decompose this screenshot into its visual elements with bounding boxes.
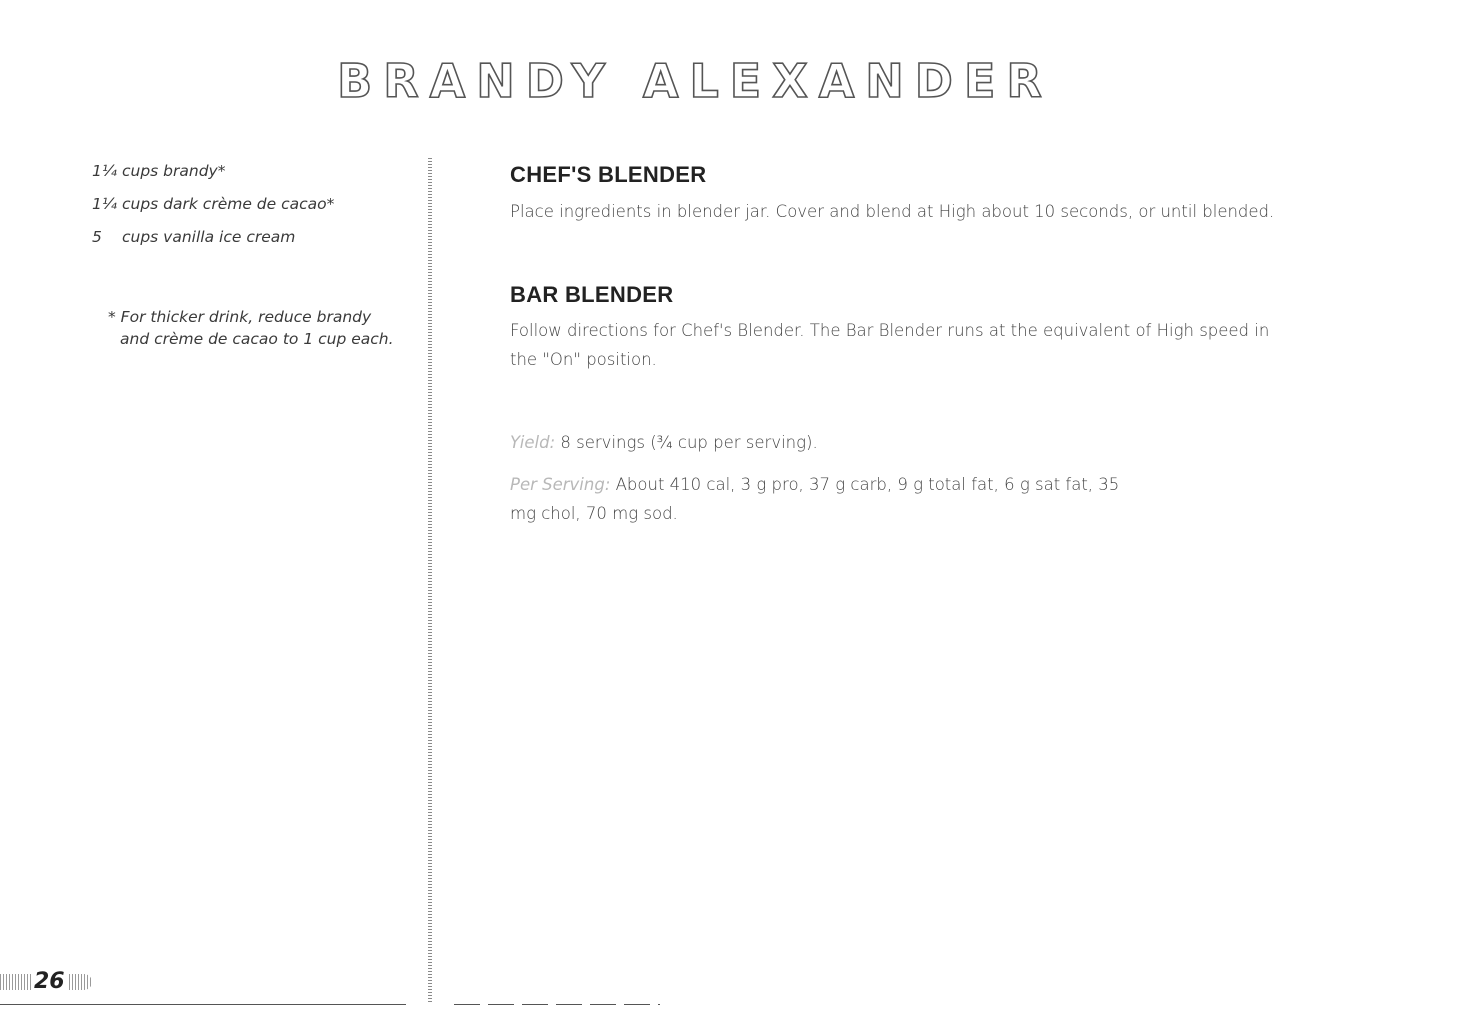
ingredient-text: cups brandy*: [122, 162, 226, 180]
per-serving-label: Per Serving:: [510, 475, 611, 494]
per-serving-line: [510, 470, 1150, 528]
page-title: BRANDY ALEXANDER: [337, 54, 1053, 108]
ingredient-quantity: 1¼: [92, 162, 117, 180]
ingredient-footnote: * For thicker drink, reduce brandy and crème de cacao to 1 cup each.: [108, 308, 394, 348]
bar-blender-section: [510, 280, 1290, 374]
ingredient-text: cups vanilla ice cream: [122, 228, 296, 246]
page-number: 26: [34, 969, 65, 994]
yield-line: [510, 428, 1310, 457]
chefs-blender-heading: CHEF'S BLENDER: [510, 162, 707, 187]
ingredient-item: [80, 162, 400, 195]
per-serving-value: About 410 cal, 3 g pro, 37 g carb, 9 g total fat, 6 g sat fat, 35 mg chol, 70 mg sod.: [510, 475, 1120, 523]
ingredient-quantity: 5: [92, 228, 102, 246]
yield-label: Yield:: [510, 433, 556, 452]
bar-blender-text: Follow directions for Chef's Blender. The Bar Blender runs at the equivalent of High speed in the "On" position.: [510, 321, 1270, 369]
ingredient-quantity: 1¼: [92, 195, 117, 213]
bottom-rule-right: [454, 1004, 660, 1005]
bar-blender-heading: BAR BLENDER: [510, 282, 674, 307]
ingredient-list: [80, 162, 400, 261]
page-number-tab: [0, 968, 100, 996]
chefs-blender-text: Place ingredients in blender jar. Cover and blend at High about 10 seconds, or until blended.: [510, 202, 1275, 221]
bottom-rule-left: [0, 1004, 406, 1005]
chefs-blender-section: [510, 160, 1274, 226]
ingredient-text: cups dark crème de cacao*: [122, 195, 335, 213]
ingredient-item: [80, 228, 400, 261]
ingredient-item: [80, 195, 400, 228]
column-divider: [428, 158, 432, 1004]
yield-value: 8 servings (¾ cup per serving).: [560, 433, 818, 452]
